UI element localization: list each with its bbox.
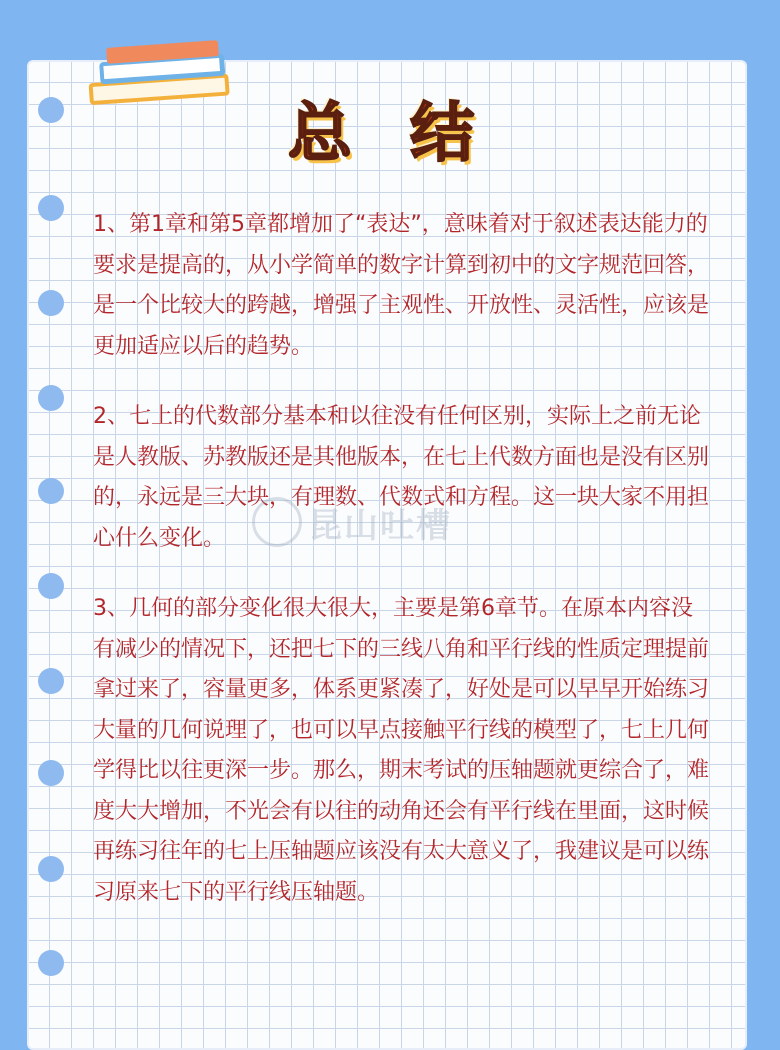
paragraph-2: 2、七上的代数部分基本和以往没有任何区别，实际上之前无论是人教版、苏教版还是其他版本，在七上代数方面也是没有区别的，永远是三大块，有理数、代数式和方程。这一块大家不用担心什么变化。 [93, 404, 710, 551]
summary-content [93, 205, 713, 943]
binder-hole-icon [38, 478, 64, 504]
binder-hole-icon [38, 760, 64, 786]
watermark-text: 昆山吐槽 [308, 505, 452, 546]
binder-hole-icon [38, 195, 64, 221]
page-title: 总 结 [287, 96, 493, 171]
binder-hole-icon [38, 856, 64, 882]
binder-hole-icon [38, 668, 64, 694]
binder-hole-icon [38, 290, 64, 316]
watermark-logo-icon [252, 497, 302, 547]
watermark [252, 492, 452, 552]
binder-hole-icon [38, 950, 64, 976]
paragraph-1: 1、第1章和第5章都增加了“表达”，意味着对于叙述表达能力的要求是提高的，从小学简单的数字计算到初中的文字规范回答，是一个比较大的跨越，增强了主观性、开放性、灵活性，应该是更加适应以后的趋势。 [93, 212, 710, 359]
paragraph-3: 3、几何的部分变化很大很大，主要是第6章节。在原本内容没有减少的情况下，还把七下的三线八角和平行线的性质定理提前拿过来了，容量更多，体系更紧凑了，好处是可以早早开始练习大量的几何说理了，也可以早点接触平行线的模型了，七上几何学得比以往更深一步。那么，期末考试的压轴题就更综合了，难度大大增加，不光会有以往的动角还会有平行线在里面，这时候再练习往年的七上压轴题应该没有太大意义了，我建议是可以练习原来七下的平行线压轴题。 [93, 596, 710, 905]
binder-hole-icon [38, 385, 64, 411]
binder-hole-icon [38, 573, 64, 599]
